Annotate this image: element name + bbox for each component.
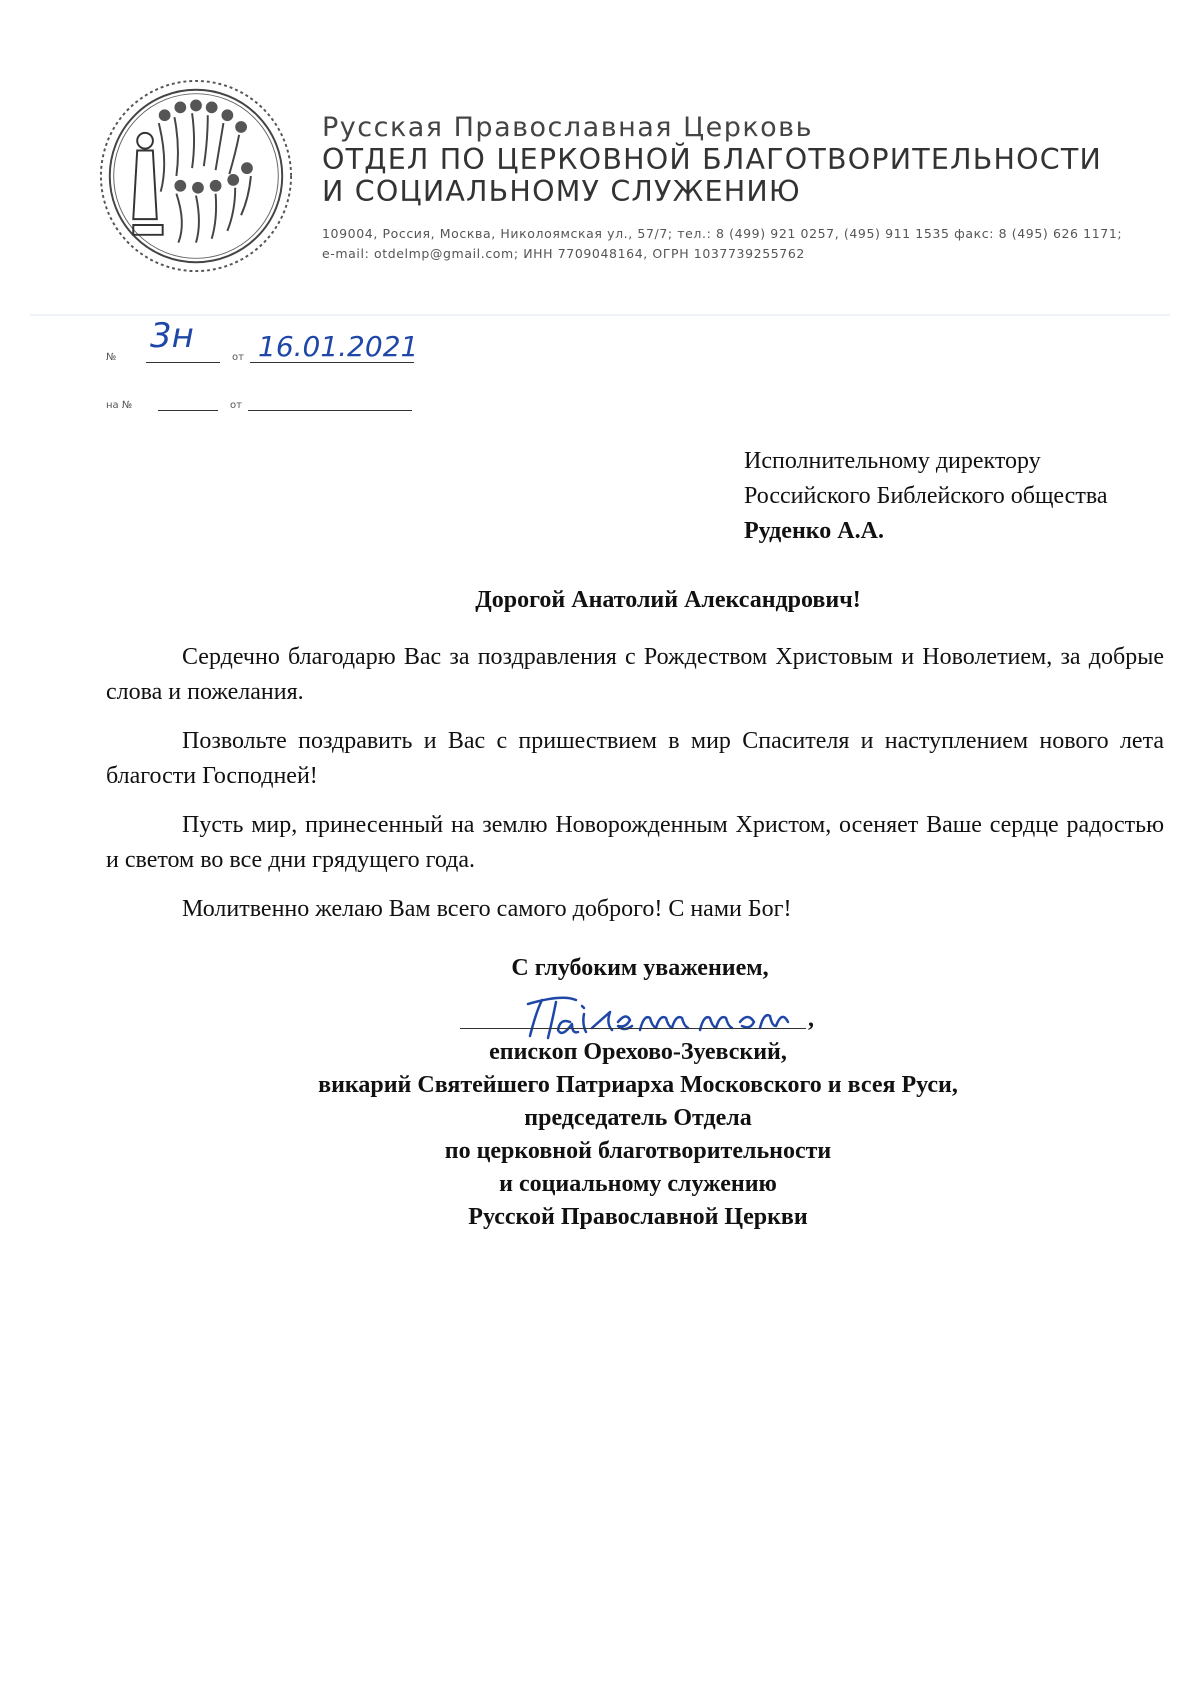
department-name-line2: И СОЦИАЛЬНОМУ СЛУЖЕНИЮ (322, 175, 801, 208)
contacts-line: e-mail: otdelmp@gmail.com; ИНН 7709048164, ОГРН 1037739255762 (322, 246, 805, 261)
date-handwritten: 16.01.2021 (258, 330, 419, 363)
reference-date-label: от (230, 400, 242, 411)
salutation: Дорогой Анатолий Александрович! (475, 587, 861, 613)
signatory-title: епископ Орехово-Зуевский, (489, 1039, 787, 1065)
signatory-vicar: викарий Святейшего Патриарха Московского и всея Руси, (318, 1072, 958, 1098)
date-label: от (232, 352, 244, 363)
church-name: Русская Православная Церковь (322, 112, 813, 143)
addressee-block (744, 444, 1107, 549)
signatory-dept-line1: по церковной благотворительности (444, 1138, 832, 1164)
reference-date-line (248, 410, 412, 411)
letterhead (322, 112, 1122, 264)
header-divider (30, 314, 1170, 316)
paragraph: Пусть мир, принесенный на землю Новорожденным Христом, осеняет Ваше сердце радостью и светом во все дни грядущего года. (106, 812, 1164, 873)
department-name-line1: ОТДЕЛ ПО ЦЕРКОВНОЙ БЛАГОТВОРИТЕЛЬНОСТИ (322, 143, 1102, 176)
signatory-dept-line2: и социальному служению (499, 1171, 777, 1197)
addressee-position: Исполнительному директору (744, 448, 1041, 474)
reference-number-line (158, 410, 218, 411)
signatory-chairman: председатель Отдела (524, 1105, 752, 1131)
addressee-organization: Российского Библейского общества (744, 483, 1108, 509)
addressee-name: Руденко А.А. (744, 518, 884, 544)
paragraph: Молитвенно желаю Вам всего самого доброго! С нами Бог! (182, 896, 792, 922)
signature-line (460, 1028, 806, 1029)
signatory-church: Русской Православной Церкви (468, 1204, 808, 1230)
number-label: № (106, 352, 117, 363)
closing-phrase: С глубоким уважением, (511, 955, 769, 981)
letter-body (106, 640, 1164, 941)
paragraph: Позвольте поздравить и Вас с пришествием в мир Спасителя и наступлением нового лета благости Господней! (106, 728, 1164, 789)
number-field-line (146, 362, 220, 363)
number-handwritten: 3н (150, 316, 194, 356)
signature-comma: , (808, 1006, 814, 1032)
signatory-block (0, 1036, 1200, 1234)
reference-number-label: на № (106, 400, 133, 411)
paragraph: Сердечно благодарю Вас за поздравления с Рождеством Христовым и Новолетием, за добрые слова и пожелания. (106, 644, 1164, 705)
address-line: 109004, Россия, Москва, Николоямская ул., 57/7; тел.: 8 (499) 921 0257, (495) 911 1535 факс: 8 (495) 626 1171; (322, 226, 1123, 241)
church-seal-logo (98, 78, 294, 274)
letterhead-address (322, 224, 1122, 264)
